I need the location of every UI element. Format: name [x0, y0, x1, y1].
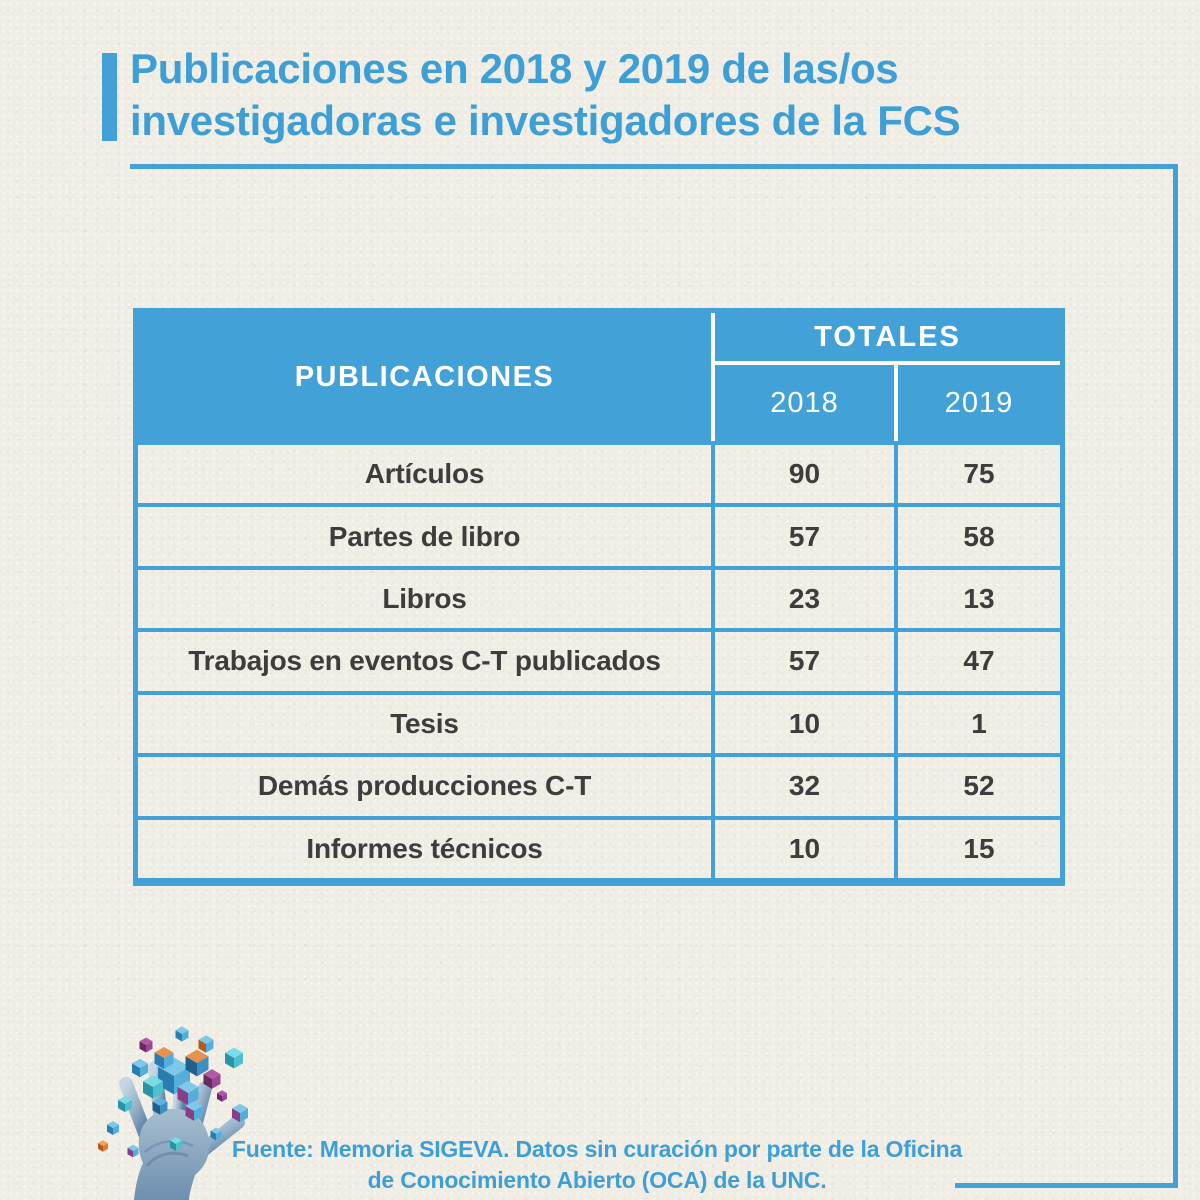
title-accent-bar	[102, 53, 117, 141]
cell-demas-producciones-2019: 52	[898, 753, 1060, 815]
column-group-header-totales: TOTALES	[715, 313, 1060, 365]
cell-informes-tecnicos-2018: 10	[715, 816, 898, 878]
page-title	[130, 43, 1110, 147]
row-label-demas-producciones: Demás producciones C-T	[138, 753, 715, 815]
hand-cubes-illustration	[46, 1016, 274, 1200]
cell-tesis-2019: 1	[898, 691, 1060, 753]
column-header-2018: 2018	[715, 365, 898, 441]
cell-trabajos-eventos-2019: 47	[898, 628, 1060, 690]
hand-cubes-svg	[46, 1016, 274, 1200]
publications-table	[133, 308, 1065, 886]
cell-partes-de-libro-2018: 57	[715, 503, 898, 565]
row-label-libros: Libros	[138, 566, 715, 628]
source-note-line1: Fuente: Memoria SIGEVA. Datos sin curación por parte de la Oficina	[231, 1136, 963, 1162]
row-label-partes-de-libro: Partes de libro	[138, 503, 715, 565]
row-label-tesis: Tesis	[138, 691, 715, 753]
cell-libros-2018: 23	[715, 566, 898, 628]
row-label-informes-tecnicos: Informes técnicos	[138, 816, 715, 878]
source-note-line2: de Conocimiento Abierto (OCA) de la UNC.	[367, 1167, 827, 1193]
page-title-line2: investigadoras e investigadores de la FCS	[130, 97, 961, 144]
row-label-articulos: Artículos	[138, 441, 715, 503]
column-header-2019: 2019	[898, 365, 1060, 441]
row-label-trabajos-eventos: Trabajos en eventos C-T publicados	[138, 628, 715, 690]
cell-libros-2019: 13	[898, 566, 1060, 628]
page-title-line1: Publicaciones en 2018 y 2019 de las/os	[130, 45, 899, 92]
cell-demas-producciones-2018: 32	[715, 753, 898, 815]
cell-articulos-2018: 90	[715, 441, 898, 503]
cell-partes-de-libro-2019: 58	[898, 503, 1060, 565]
cell-trabajos-eventos-2018: 57	[715, 628, 898, 690]
cell-informes-tecnicos-2019: 15	[898, 816, 1060, 878]
cell-tesis-2018: 10	[715, 691, 898, 753]
cell-articulos-2019: 75	[898, 441, 1060, 503]
column-header-publicaciones: PUBLICACIONES	[138, 313, 715, 441]
